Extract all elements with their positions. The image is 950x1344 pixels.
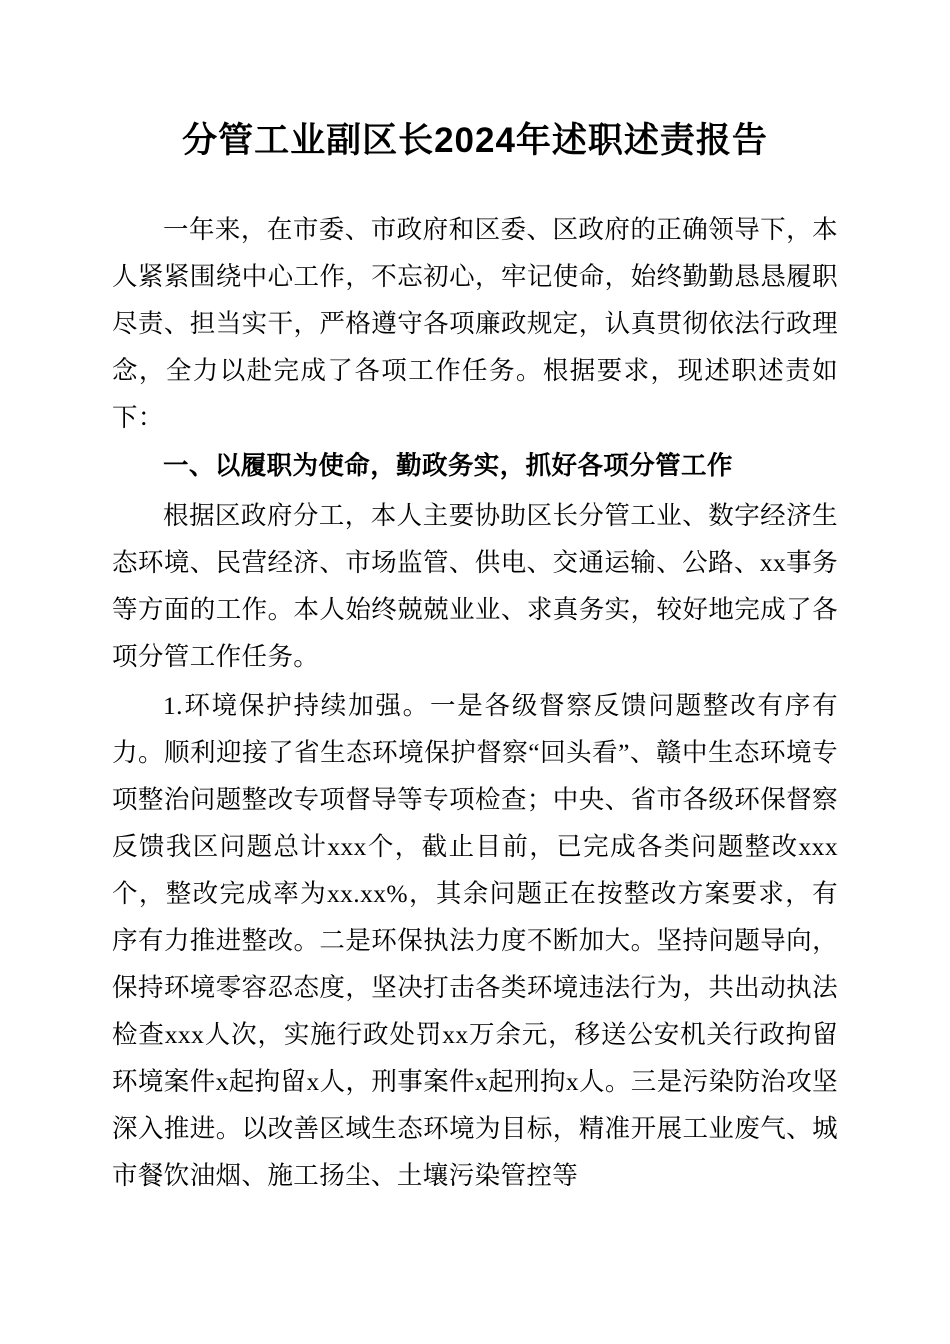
page-title: 分管工业副区长2024年述职述责报告 <box>182 121 768 160</box>
paragraph-intro: 一年来，在市委、市政府和区委、区政府的正确领导下，本人紧紧围绕中心工作，不忘初心，牢记使命，始终勤勤恳恳履职尽责、担当实干，严格遵守各项廉政规定，认真贯彻依法行政理念，全力以赴完成了各项工作任务。根据要求，现述职述责如下： <box>112 214 838 432</box>
section-heading-one: 一、以履职为使命，勤政务实，抓好各项分管工作 <box>163 451 733 480</box>
paragraph-environment: 1.环境保护持续加强。一是各级督察反馈问题整改有序有力。顺利迎接了省生态环境保护督察“回头看”、赣中生态环境专项整治问题整改专项督导等专项检查；中央、省市各级环保督察反馈我区问题总计xxx个，截止目前，已完成各类问题整改xxx个，整改完成率为xx.xx%，其余问题正在按整改方案要求，有序有力推进整改。二是环保执法力度不断加大。坚持问题导向，保持环境零容忍态度，坚决打击各类环境违法行为，共出动执法检查xxx人次，实施行政处罚xx万余元，移送公安机关行政拘留环境案件x起拘留x人，刑事案件x起刑拘x人。三是污染防治攻坚深入推进。以改善区域生态环境为目标，精准开展工业废气、城市餐饮油烟、施工扬尘、土壤污染管控等 <box>112 690 839 1190</box>
paragraph-duties: 根据区政府分工，本人主要协助区长分管工业、数字经济生态环境、民营经济、市场监管、供电、交通运输、公路、xx事务等方面的工作。本人始终兢兢业业、求真务实，较好地完成了各项分管工作任务。 <box>112 500 838 671</box>
